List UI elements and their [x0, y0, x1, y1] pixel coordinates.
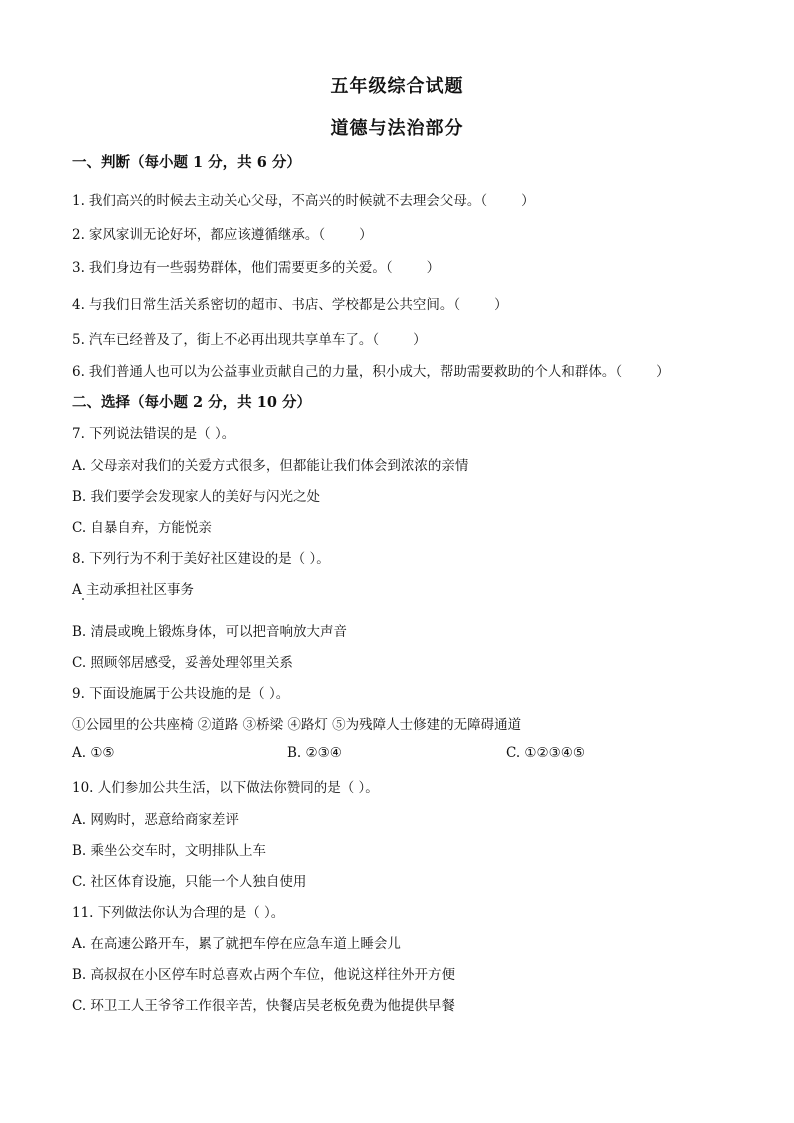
item-number: 1. — [72, 193, 85, 209]
item-number: 6. — [72, 364, 85, 380]
question-7-option-a: A. 父母亲对我们的关爱方式很多，但都能让我们体会到浓浓的亲情 — [72, 458, 469, 474]
question-10-option-a: A. 网购时，恶意给商家差评 — [72, 812, 239, 828]
question-10-option-b: B. 乘坐公交车时，文明排队上车 — [72, 843, 267, 859]
item-text: 家风家训无论好坏，都应该遵循继承。（ — [88, 227, 326, 243]
question-9-list: ①公园里的公共座椅 ②道路 ③桥梁 ④路灯 ⑤为残障人士修建的无障碍通道 — [72, 717, 522, 733]
question-7-stem: 7. 下列说法错误的是（ ）。 — [72, 426, 236, 442]
question-9-option-a: A. ①⑤ — [72, 745, 115, 761]
item-number: 4. — [72, 297, 85, 313]
question-9-option-c: C. ①②③④⑤ — [506, 745, 585, 761]
exam-subtitle: 道德与法治部分 — [330, 118, 464, 139]
exam-title: 五年级综合试题 — [330, 76, 464, 97]
question-8-option-a: A 主动承担社区事务 — [72, 582, 195, 598]
section2-heading: 二、选择（每小题 2 分，共 10 分） — [72, 394, 311, 411]
question-11-option-b: B. 高叔叔在小区停车时总喜欢占两个车位，他说这样往外开方便 — [72, 967, 456, 983]
judge-item-1 — [72, 189, 535, 209]
item-close: ） — [656, 364, 670, 380]
judge-item-6 — [72, 360, 670, 380]
item-close: ） — [413, 332, 427, 348]
question-10-stem: 10. 人们参加公共生活，以下做法你赞同的是（ ）。 — [72, 780, 379, 796]
judge-item-4 — [72, 293, 508, 313]
question-8-option-c: C. 照顾邻居感受，妥善处理邻里关系 — [72, 655, 293, 671]
item-number: 5. — [72, 332, 85, 348]
question-11-option-c: C. 环卫工人王爷爷工作很辛苦，快餐店吴老板免费为他提供早餐 — [72, 998, 455, 1014]
judge-item-3 — [72, 256, 440, 276]
item-number: 3. — [72, 260, 85, 276]
question-11-option-a: A. 在高速公路开车，累了就把车停在应急车道上睡会儿 — [72, 936, 401, 952]
question-9-option-b: B. ②③④ — [287, 745, 342, 761]
item-text: 汽车已经普及了，街上不必再出现共享单车了。（ — [88, 332, 380, 348]
question-7-option-c: C. 自暴自弃，方能悦亲 — [72, 520, 212, 536]
question-10-option-c: C. 社区体育设施，只能一个人独自使用 — [72, 874, 307, 890]
question-8-option-b: B. 清晨或晚上锻炼身体，可以把音响放大声音 — [72, 624, 348, 640]
item-text: 我们普通人也可以为公益事业贡献自己的力量，积小成大，帮助需要救助的个人和群体。（ — [88, 364, 623, 380]
item-close: ） — [359, 227, 373, 243]
question-7-option-b: B. 我们要学会发现家人的美好与闪光之处 — [72, 489, 321, 505]
question-11-stem: 11. 下列做法你认为合理的是（ ）。 — [72, 905, 285, 921]
item-text: 我们身边有一些弱势群体，他们需要更多的关爱。（ — [88, 260, 393, 276]
stray-dot — [82, 598, 84, 600]
judge-item-5 — [72, 328, 427, 348]
item-close: ） — [426, 260, 441, 276]
item-close: ） — [521, 193, 535, 209]
judge-item-2 — [72, 223, 373, 243]
item-number: 2. — [72, 227, 85, 243]
section1-heading: 一、判断（每小题 1 分，共 6 分） — [72, 154, 301, 171]
item-close: ） — [494, 297, 508, 313]
item-text: 与我们日常生活关系密切的超市、书店、学校都是公共空间。（ — [88, 297, 461, 313]
question-9-stem: 9. 下面设施属于公共设施的是（ ）。 — [72, 686, 290, 702]
item-text: 我们高兴的时候去主动关心父母，不高兴的时候就不去理会父母。（ — [88, 193, 488, 209]
question-8-stem: 8. 下列行为不利于美好社区建设的是（ ）。 — [72, 551, 330, 567]
